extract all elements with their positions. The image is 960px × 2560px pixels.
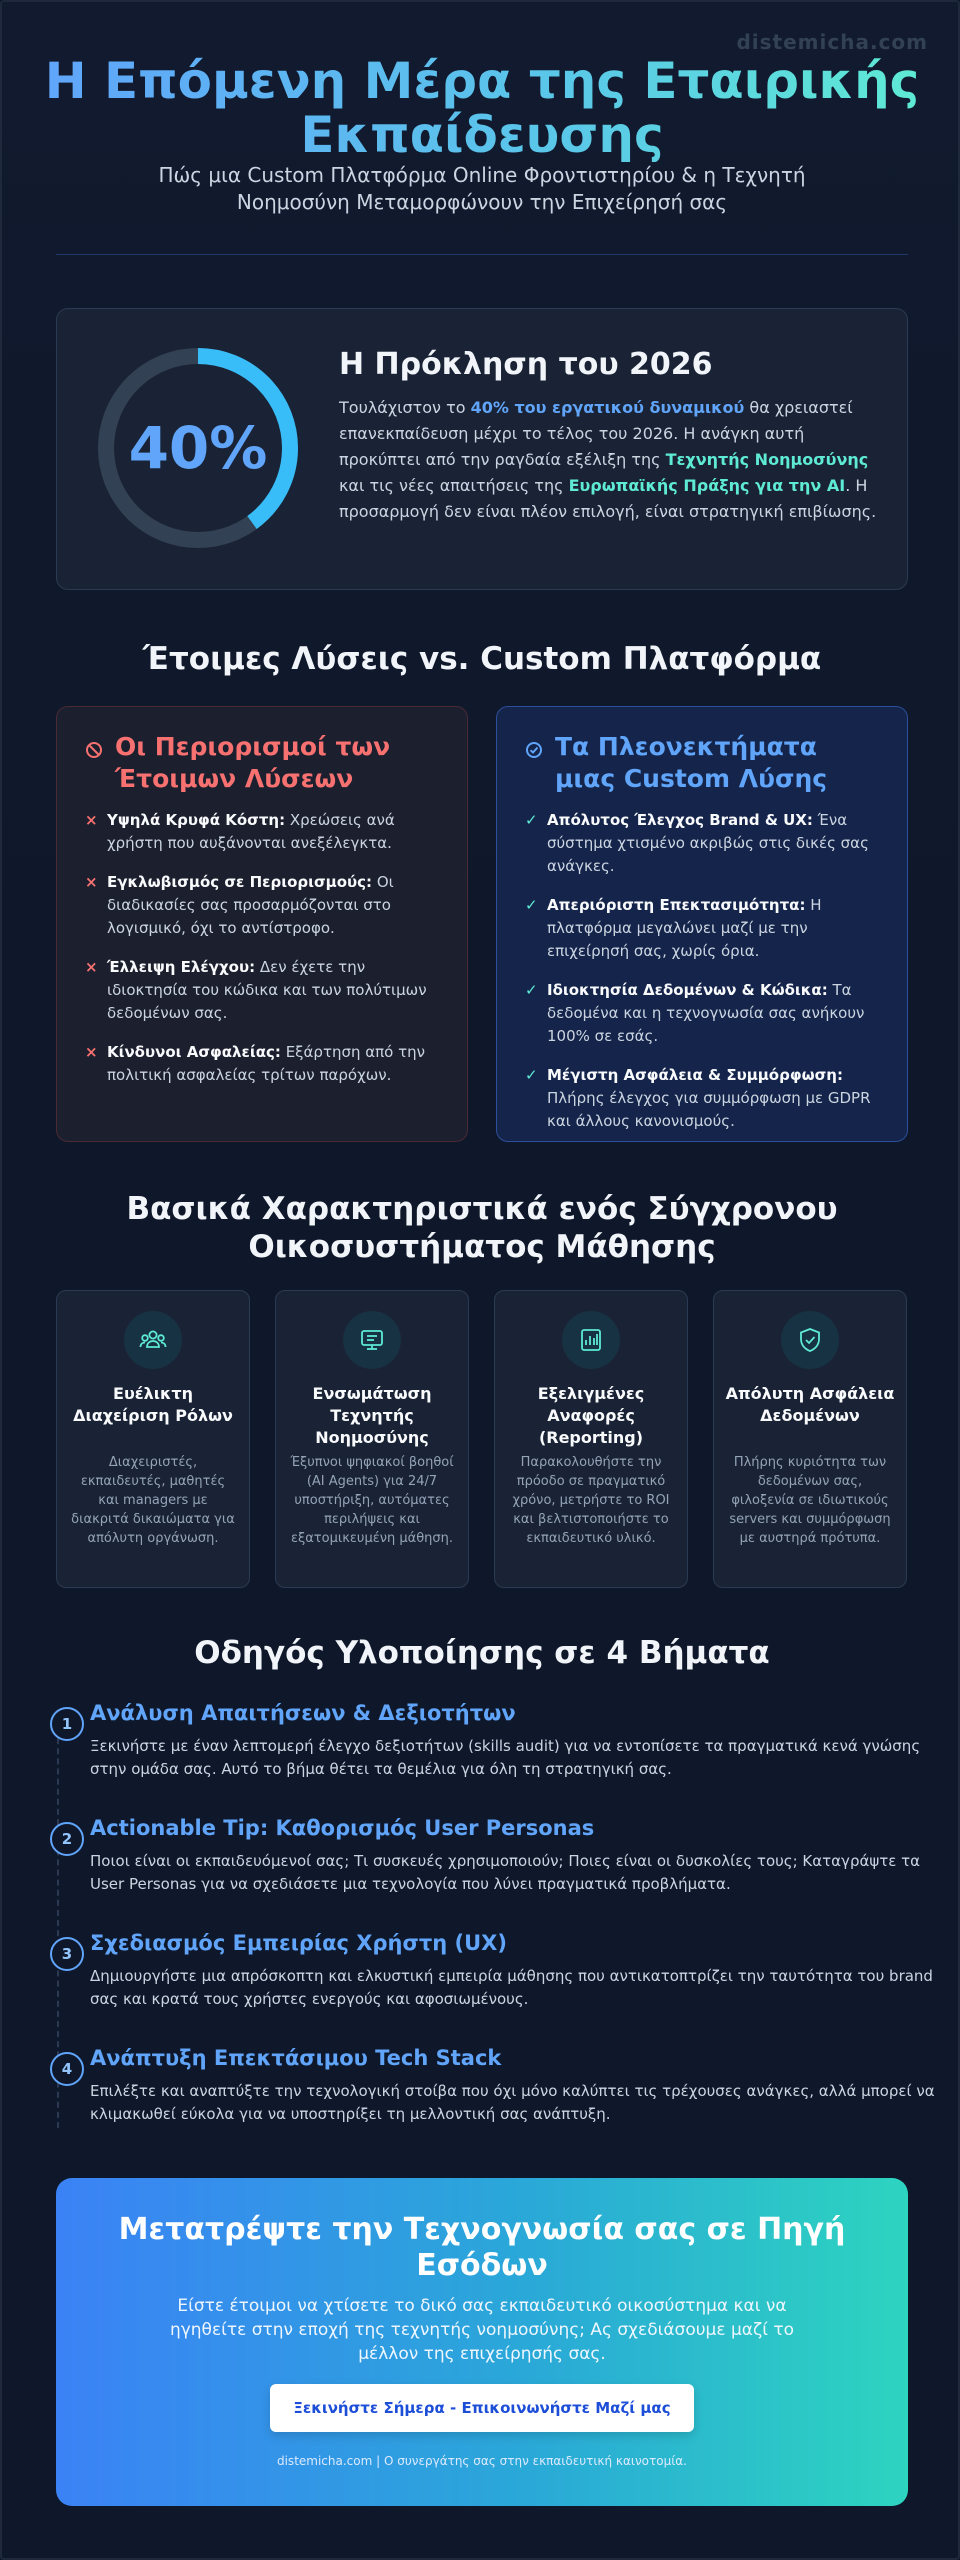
challenge-body (339, 395, 879, 525)
item-text: Η πλατφόρμα μεγαλώνει μαζί με την επιχείρησή σας, χωρίς όρια. (547, 896, 822, 960)
item-text: Οι διαδικασίες σας προσαρμόζονται στο λογισμικό, όχι το αντίστροφο. (107, 873, 394, 937)
body-text: θα χρειαστεί επανεκπαίδευση μέχρι το τέλος του 2026. Η ανάγκη αυτή προκύπτει από την ραγδαία εξέλιξη της (339, 398, 853, 469)
feature-title: Ενσωμάτωση Τεχνητής Νοημοσύνης (312, 1384, 432, 1447)
item-text: Ένα σύστημα χτισμένο ακριβώς στις δικές σας ανάγκες. (547, 811, 869, 875)
limitations-card (56, 706, 468, 1142)
highlight-ai-act: Ευρωπαϊκής Πράξης για την AI (568, 476, 846, 495)
item-text: Τα δεδομένα και η τεχνογνωσία σας ανήκουν 100% σε εσάς. (547, 981, 865, 1045)
steps-section-title: Οδηγός Υλοποίησης σε 4 Βήματα (194, 1635, 770, 1671)
check-icon: ✓ (525, 811, 538, 829)
cross-icon: × (85, 1043, 98, 1061)
item-text: Δεν έχετε την ιδιοκτησία του κώδικα και των πολύτιμων δεδομένων σας. (107, 958, 427, 1022)
advantages-header (525, 731, 885, 795)
highlight-ai: Τεχνητής Νοημοσύνης (665, 450, 869, 469)
step-number: 2 (50, 1822, 84, 1856)
highlight-workforce: 40% του εργατικού δυναμικού (470, 398, 745, 417)
advantages-list (525, 809, 889, 1149)
compare-section-title: Έτοιμες Λύσεις vs. Custom Πλατφόρμα (142, 641, 822, 677)
monitor-icon (343, 1311, 401, 1369)
item-text: Πλήρης έλεγχος για συμμόρφωση με GDPR και άλλους κανονισμούς. (547, 1089, 871, 1130)
step-number: 3 (50, 1937, 84, 1971)
feature-card-reporting (494, 1290, 688, 1588)
cross-icon: × (85, 958, 98, 976)
feature-desc: Παρακολουθήστε την πρόοδο σε πραγματικό χρόνο, μετρήστε το ROI και βελτιστοποιήστε το εκπαιδευτικό υλικό. (512, 1455, 670, 1546)
item-label: Απόλυτος Έλεγχος Brand & UX: (547, 811, 813, 829)
feature-title: Ευέλικτη Διαχείριση Ρόλων (73, 1384, 233, 1425)
users-icon (124, 1311, 182, 1369)
step-number: 1 (50, 1707, 84, 1741)
check-icon: ✓ (525, 981, 538, 999)
limitations-header (85, 731, 445, 795)
item-label: Μέγιστη Ασφάλεια & Συμμόρφωση: (547, 1066, 843, 1084)
limitations-title: Οι Περιορισμοί των Έτοιμων Λύσεων (115, 732, 391, 793)
feature-desc: Διαχειριστές, εκπαιδευτές, μαθητές και managers με διακριτά δικαιώματα για απόλυτη οργάνωση. (71, 1455, 235, 1546)
feature-card-ai (275, 1290, 469, 1588)
item-label: Έλλειψη Ελέγχου: (107, 958, 256, 976)
list-item (525, 1064, 889, 1133)
cta-body: Είστε έτοιμοι να χτίσετε το δικό σας εκπαιδευτικό οικοσύστημα και να ηγηθείτε στην εποχή της τεχνητής νοημοσύνης; Ας σχεδιάσουμε μαζί το μέλλον της επιχείρησής σας. (169, 2296, 795, 2364)
contact-button[interactable]: Ξεκινήστε Σήμερα - Επικοινωνήστε Μαζί μας (270, 2384, 694, 2432)
feature-card-security (713, 1290, 907, 1588)
limitations-list (85, 809, 449, 1103)
cta-banner (56, 2178, 908, 2506)
step-title: Ανάλυση Απαιτήσεων & Δεξιοτήτων (90, 1701, 516, 1725)
item-label: Ιδιοκτησία Δεδομένων & Κώδικα: (547, 981, 828, 999)
check-icon: ✓ (525, 1066, 538, 1084)
body-text: Τουλάχιστον το (339, 398, 471, 417)
step-desc: Δημιουργήστε μια απρόσκοπτη και ελκυστική εμπειρία μάθησης που αντικατοπτρίζει την ταυτότητα του brand σας και κρατά τους χρήστες ενεργούς και αφοσιωμένους. (90, 1967, 933, 2008)
list-item (85, 871, 449, 940)
list-item (85, 956, 449, 1025)
body-text: . Η προσαρμογή δεν είναι πλέον επιλογή, είναι στρατηγική επιβίωσης. (339, 476, 877, 521)
challenge-card (56, 308, 908, 590)
page-title: Η Επόμενη Μέρα της Εταιρικής Εκπαίδευσης (42, 54, 922, 162)
challenge-title: Η Πρόκληση του 2026 (339, 347, 713, 382)
item-text: Χρεώσεις ανά χρήστη που αυξάνονται ανεξέλεγκτα. (107, 811, 395, 852)
list-item (85, 1041, 449, 1087)
list-item (525, 809, 889, 878)
step-desc: Ξεκινήστε με έναν λεπτομερή έλεγχο δεξιοτήτων (skills audit) για να εντοπίσετε τα πραγματικά κενά γνώσης στην ομάδα σας. Αυτό το βήμα θέτει τα θεμέλια για όλη τη στρατηγική σας. (90, 1737, 921, 1778)
cross-icon: × (85, 811, 98, 829)
prohibited-icon (85, 731, 115, 795)
cta-footer: distemicha.com | Ο συνεργάτης σας στην εκπαιδευτική καινοτομία. (276, 2454, 687, 2468)
feature-desc: Έξυπνοι ψηφιακοί βοηθοί (AI Agents) για 24/7 υποστήριξη, αυτόματες περιλήψεις και εξατομικευμένη μάθηση. (290, 1455, 454, 1546)
advantages-card (496, 706, 908, 1142)
percent-label: 40% (128, 414, 268, 482)
step-desc: Ποιοι είναι οι εκπαιδευόμενοί σας; Τι συσκευές χρησιμοποιούν; Ποιες είναι οι δυσκολίες τους; Καταγράψτε τα User Personas για να σχεδιάσετε μια τεχνολογία που λύνει πραγματικά προβλήματα. (90, 1852, 921, 1893)
list-item (525, 894, 889, 963)
feature-title: Απόλυτη Ασφάλεια Δεδομένων (725, 1384, 895, 1425)
list-item (525, 979, 889, 1048)
page-subtitle: Πώς μια Custom Πλατφόρμα Online Φροντιστηρίου & η Τεχνητή Νοημοσύνη Μεταμορφώνουν την Επιχείρησή σας (158, 163, 806, 214)
item-label: Κίνδυνοι Ασφαλείας: (107, 1043, 281, 1061)
cross-icon: × (85, 873, 98, 891)
step-number: 4 (50, 2052, 84, 2086)
step-title: Actionable Tip: Καθορισμός User Personas (90, 1816, 595, 1840)
bar-chart-icon (562, 1311, 620, 1369)
item-label: Απεριόριστη Επεκτασιμότητα: (547, 896, 806, 914)
step-desc: Επιλέξτε και αναπτύξτε την τεχνολογική στοίβα που όχι μόνο καλύπτει τις τρέχουσες ανάγκες, αλλά μπορεί να κλιμακωθεί εύκολα για να υποστηρίξει τη μελλοντική σας ανάπτυξη. (90, 2082, 935, 2123)
body-text: και τις νέες απαιτήσεις της (339, 476, 569, 495)
check-circle-icon (525, 731, 555, 795)
step-title: Σχεδιασμός Εμπειρίας Χρήστη (UX) (90, 1931, 507, 1955)
list-item (85, 809, 449, 855)
check-icon: ✓ (525, 896, 538, 914)
divider (56, 254, 908, 255)
cta-title: Μετατρέψτε την Τεχνογνωσία σας σε Πηγή Εσόδων (118, 2212, 846, 2283)
advantages-title: Τα Πλεονεκτήματα μιας Custom Λύσης (555, 732, 828, 793)
shield-check-icon (781, 1311, 839, 1369)
feature-title: Εξελιγμένες Αναφορές (Reporting) (537, 1384, 645, 1447)
item-text: Εξάρτηση από την πολιτική ασφαλείας τρίτων παρόχων. (107, 1043, 426, 1084)
item-label: Εγκλωβισμός σε Περιορισμούς: (107, 873, 373, 891)
watermark: distemicha.com (736, 30, 928, 54)
item-label: Υψηλά Κρυφά Κόστη: (107, 811, 286, 829)
feature-card-roles (56, 1290, 250, 1588)
step-title: Ανάπτυξη Επεκτάσιμου Tech Stack (90, 2046, 502, 2070)
features-section-title: Βασικά Χαρακτηριστικά ενός Σύγχρονου Οικοσυστήματος Μάθησης (126, 1191, 838, 1265)
feature-desc: Πλήρης κυριότητα των δεδομένων σας, φιλοξενία σε ιδιωτικούς servers και συμμόρφωση με αυστηρά πρότυπα. (729, 1455, 891, 1546)
